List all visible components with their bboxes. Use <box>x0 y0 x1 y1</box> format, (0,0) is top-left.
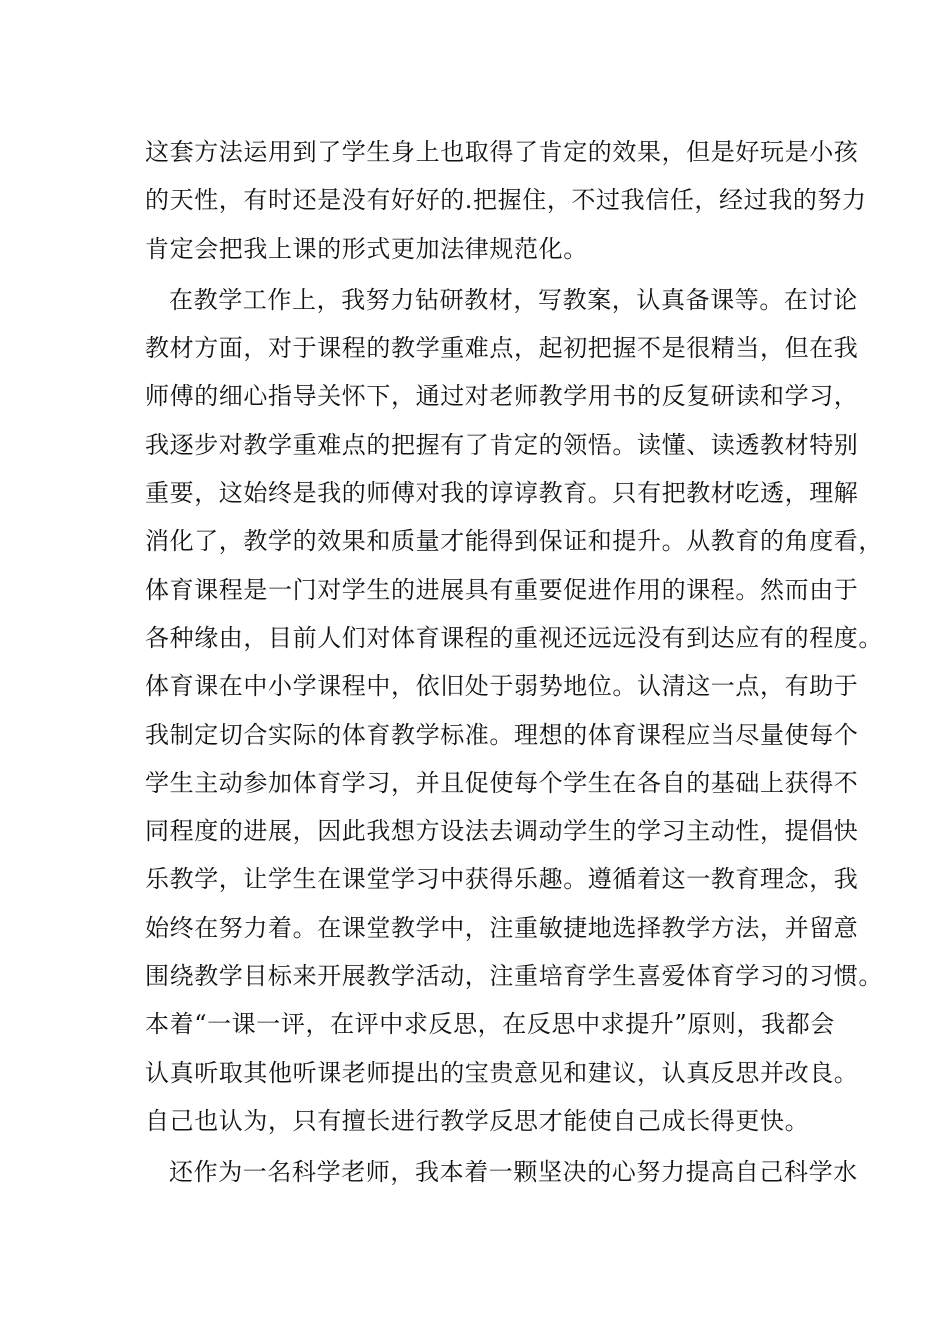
text-line: 始终在努力着。在课堂教学中，注重敏捷地选择教学方法，并留意 <box>145 913 859 942</box>
text-line: 这套方法运用到了学生身上也取得了肯定的效果，但是好玩是小孩 <box>145 138 859 166</box>
text-line: 我逐步对教学重难点的把握有了肯定的领悟。读懂、读透教材特别 <box>145 430 859 459</box>
document-body <box>145 128 883 1197</box>
paragraph-1 <box>145 128 867 273</box>
text-line: 体育课在中小学课程中，依旧处于弱势地位。认清这一点，有助于 <box>145 672 859 701</box>
text-line: 我制定切合实际的体育教学标准。理想的体育课程应当尽量使每个 <box>145 720 859 749</box>
text-line: 还作为一名科学老师，我本着一颗坚决的心努力提高自己科学水 <box>169 1158 858 1187</box>
text-line: 在教学工作上，我努力钻研教材，写教案，认真备课等。在讨论 <box>169 285 858 314</box>
text-line: 同程度的进展，因此我想方设法去调动学生的学习主动性，提倡快 <box>145 817 859 846</box>
text-line: 消化了，教学的效果和质量才能得到保证和提升。从教育的角度看， <box>145 527 883 556</box>
text-line: 肯定会把我上课的形式更加法律规范化。 <box>145 234 588 263</box>
text-line: 各种缘由，目前人们对体育课程的重视还远远没有到达应有的程度。 <box>145 623 883 652</box>
text-line: 师傅的细心指导关怀下，通过对老师教学用书的反复研读和学习， <box>145 382 859 411</box>
text-line: 认真听取其他听课老师提出的宝贵意见和建议，认真反思并改良。 <box>145 1058 859 1087</box>
text-line: 重要，这始终是我的师傅对我的谆谆教育。只有把教材吃透，理解 <box>145 479 859 508</box>
text-line: 围绕教学目标来开展教学活动，注重培育学生喜爱体育学习的习惯。 <box>145 962 883 991</box>
text-line: 教材方面，对于课程的教学重难点，起初把握不是很精当，但在我 <box>145 334 859 363</box>
text-line: 体育课程是一门对学生的进展具有重要促进作用的课程。然而由于 <box>145 575 859 604</box>
text-line: 本着“一课一评，在评中求反思，在反思中求提升”原则，我都会 <box>145 1010 835 1039</box>
paragraph-2 <box>145 276 883 1145</box>
text-line: 自己也认为，只有擅长进行教学反思才能使自己成长得更快。 <box>145 1106 810 1135</box>
text-line: 的天性，有时还是没有好好的.把握住，不过我信任，经过我的努力 <box>145 186 867 215</box>
text-line: 乐教学，让学生在课堂学习中获得乐趣。遵循着这一教育理念，我 <box>145 865 859 894</box>
text-line: 学生主动参加体育学习，并且促使每个学生在各自的基础上获得不 <box>145 768 859 797</box>
paragraph-3 <box>145 1148 858 1196</box>
